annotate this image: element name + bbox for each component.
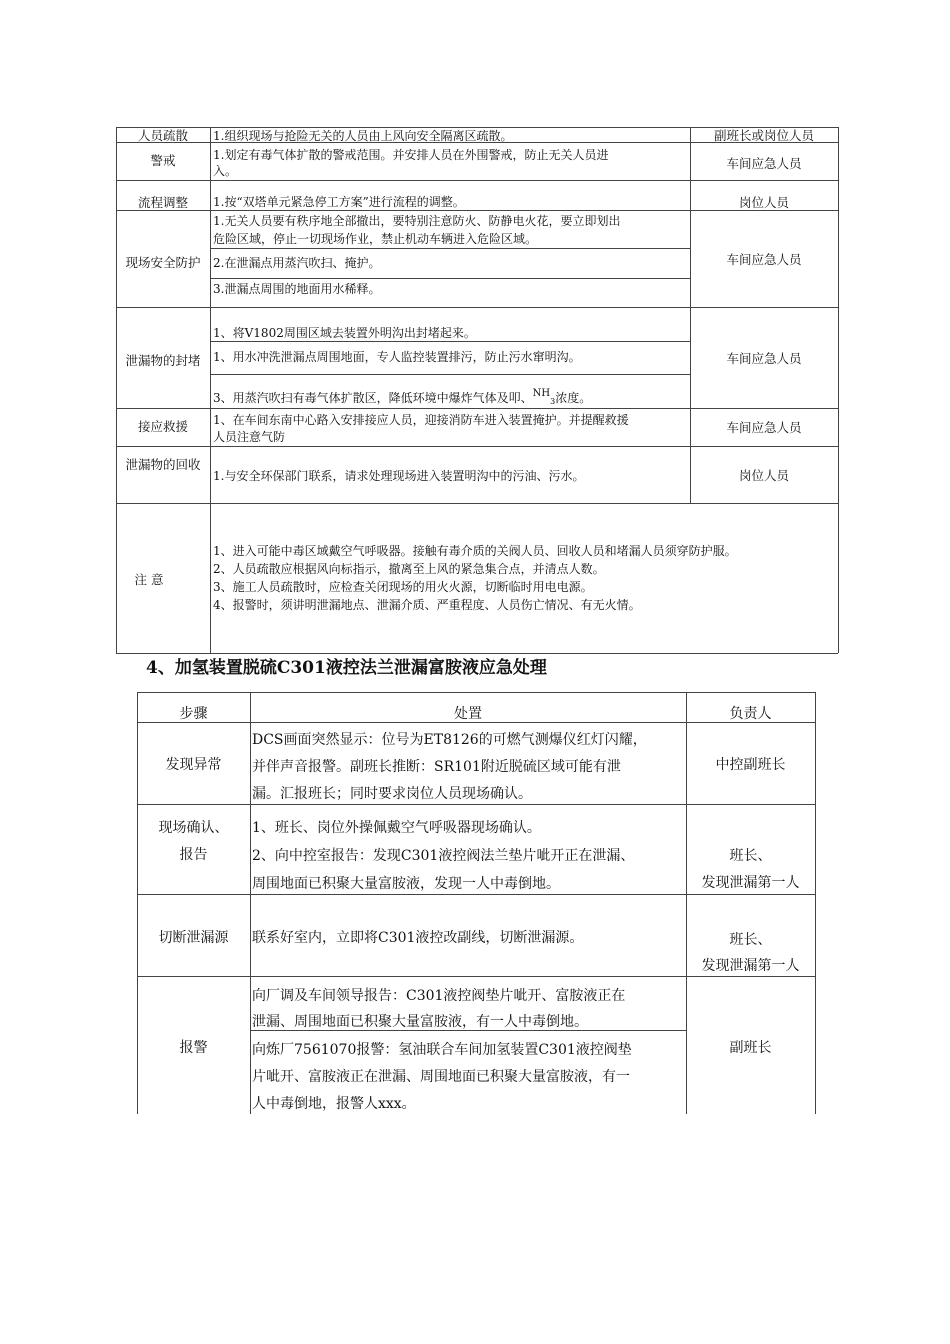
step-cell: 切断泄漏源	[158, 930, 229, 946]
note-text: 4、报警时，须讲明泄漏地点、泄漏介质、严重程度、人员伤亡情况、有无火情。	[213, 598, 641, 612]
action-text: 1、将V1802周围区域去装置外明沟出封堵起来。	[213, 326, 476, 340]
action-text: DCS画面突然显示：位号为ET8126的可燃气测爆仪红灯闪耀，	[252, 732, 647, 748]
section-heading: 4、加氢装置脱硫C301液控法兰泄漏富胺液应急处理	[146, 658, 547, 678]
owner-cell: 车间应急人员	[726, 420, 802, 435]
owner-cell: 岗位人员	[738, 195, 789, 210]
step-cell: 流程调整	[137, 195, 188, 210]
step-cell: 现场安全防护	[125, 255, 201, 270]
action-text: 并伴声音报警。副班长推断：SR101附近脱硫区域可能有泄	[252, 759, 621, 775]
action-text: 漏。汇报班长；同时要求岗位人员现场确认。	[252, 786, 532, 802]
action-text: 2.在泄漏点用蒸汽吹扫、掩护。	[213, 256, 381, 270]
action-text: 1、用水冲洗泄漏点周围地面，专人监控装置排污，防止污水窜明沟。	[213, 350, 581, 364]
owner-cell: 车间应急人员	[726, 156, 802, 171]
header-step: 步骤	[179, 706, 208, 722]
action-text-part: 3、用蒸汽吹扫有毒气体扩散区，降低环境中爆炸气体及叩、	[213, 391, 533, 405]
header-owner: 负责人	[729, 706, 772, 722]
action-text: 1.组织现场与抢险无关的人员由上风向安全隔离区疏散。	[213, 129, 513, 143]
step-cell: 发现异常	[165, 757, 222, 773]
owner-cell: 副班长或岗位人员	[713, 128, 814, 143]
action-text: 周围地面已积聚大量富胺液，发现一人中毒倒地。	[252, 876, 560, 892]
step-cell: 泄漏物的封堵	[125, 353, 201, 368]
action-text: 联系好室内，立即将C301液控改副线，切断泄漏源。	[252, 930, 584, 946]
step-cell: 泄漏物的回收	[125, 457, 201, 472]
step-cell: 警戒	[150, 153, 176, 168]
action-text: 危险区域，停止一切现场作业，禁止机动车辆进入危险区域。	[213, 232, 538, 246]
owner-cell: 中控副班长	[715, 757, 786, 773]
action-text: 入。	[213, 164, 238, 178]
owner-cell: 班长、	[729, 848, 772, 864]
owner-cell: 发现泄漏第一人	[701, 958, 800, 974]
action-text: 向炼厂7561070报警：氢油联合车间加氢装置C301液控阀垫	[252, 1042, 632, 1058]
owner-cell: 副班长	[729, 1040, 772, 1056]
owner-cell: 发现泄漏第一人	[701, 875, 800, 891]
action-text: 1、班长、岗位外操佩戴空气呼吸器现场确认。	[252, 820, 541, 836]
action-text: 1.无关人员要有秩序地全部撤出，要特别注意防火、防静电火花，要立即划出	[213, 214, 621, 228]
owner-cell: 车间应急人员	[726, 351, 802, 366]
action-text: 2、向中控室报告：发现C301液控阀法兰垫片呲开正在泄漏、	[252, 848, 635, 864]
step-cell: 人员疏散	[137, 128, 188, 143]
action-text-part: 浓度。	[555, 391, 592, 405]
nh-label: NH	[532, 388, 551, 399]
action-text: 人中毒倒地，报警人xxx。	[252, 1096, 416, 1112]
step-cell: 接应救援	[137, 419, 188, 434]
action-text: 1.按“双塔单元紧急停工方案”进行流程的调整。	[213, 195, 465, 209]
action-text: 向厂调及车间领导报告：C301液控阀垫片呲开、富胺液正在	[252, 988, 626, 1004]
subscript-3: 3	[550, 397, 556, 406]
note-text: 2、人员疏散应根据风向标指示，撤离至上风的紧急集合点，并清点人数。	[213, 562, 605, 576]
owner-cell: 车间应急人员	[726, 252, 802, 267]
notes-label: 注 意	[134, 572, 164, 587]
action-text: 泄漏、周围地面已积聚大量富胺液，有一人中毒倒地。	[252, 1014, 588, 1030]
note-text: 3、施工人员疏散时，应检查关闭现场的用火火源，切断临时用电电源。	[213, 580, 593, 594]
step-cell: 现场确认、	[158, 820, 229, 836]
action-text: 片呲开、富胺液正在泄漏、周围地面已积聚大量富胺液，有一	[252, 1069, 630, 1085]
step-cell: 报告	[179, 847, 208, 863]
action-text: 人员注意气防	[213, 430, 286, 444]
action-text	[213, 386, 591, 410]
action-text: 1、在车间东南中心路入安排接应人员，迎接消防车进入装置掩护。并提醒救援	[213, 413, 629, 427]
action-text: 3.泄漏点周围的地面用水稀释。	[213, 282, 381, 296]
owner-cell: 班长、	[729, 932, 772, 948]
action-text: 1.划定有毒气体扩散的警戒范围。并安排人员在外围警戒，防止无关人员进	[213, 148, 609, 162]
note-text: 1、进入可能中毒区域戴空气呼吸器。接触有毒介质的关阀人员、回收人员和堵漏人员须穿防护服。	[213, 544, 737, 558]
step-cell: 报警	[179, 1040, 208, 1056]
owner-cell: 岗位人员	[738, 468, 789, 483]
header-action: 处置	[454, 706, 482, 722]
action-text: 1.与安全环保部门联系，请求处理现场进入装置明沟中的污油、污水。	[213, 469, 585, 483]
